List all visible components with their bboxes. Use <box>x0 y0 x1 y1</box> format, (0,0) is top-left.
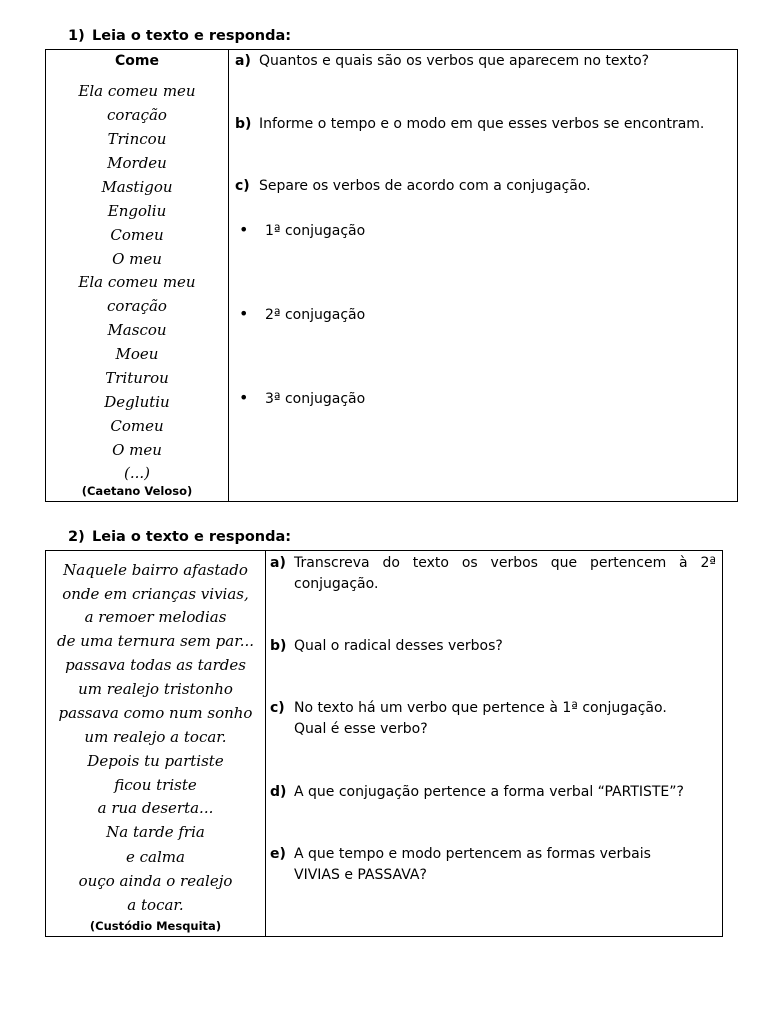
poem-line: Moeu <box>115 345 159 363</box>
question-letter: a) <box>270 555 286 571</box>
conjugation-label: 2ª conjugação <box>265 307 366 323</box>
question-text: A que tempo e modo pertencem as formas verbais VIVIAS e PASSAVA? <box>294 846 651 883</box>
exercise1-number: 1) <box>68 28 85 44</box>
question-letter: b) <box>270 638 287 654</box>
exercise2-question-d <box>270 782 716 804</box>
question-text: Informe o tempo e o modo em que esses verbos se encontram. <box>259 116 705 132</box>
poem-line: um realejo a tocar. <box>84 728 227 746</box>
poem-line: Triturou <box>105 369 169 387</box>
exercise1-table <box>45 49 738 502</box>
poem-line: Depois tu partiste <box>87 752 224 770</box>
poem-line: Comeu <box>110 417 164 435</box>
poem-line: coração <box>107 297 167 315</box>
exercise2-question-c <box>270 698 716 742</box>
poem-author: (Caetano Veloso) <box>81 484 193 498</box>
question-letter: c) <box>270 700 285 716</box>
poem-author: (Custódio Mesquita) <box>89 919 222 933</box>
poem-line: ficou triste <box>114 776 197 794</box>
bullet-icon: • <box>239 220 249 239</box>
exercise2-questions <box>266 551 722 936</box>
exercise2-question-a <box>270 553 716 597</box>
poem-line: Ela comeu meu <box>78 82 196 100</box>
poem-line: a tocar. <box>127 896 184 914</box>
question-text: Separe os verbos de acordo com a conjugação. <box>259 178 591 194</box>
poem-line: coração <box>107 106 167 124</box>
question-letter: a) <box>235 53 251 69</box>
poem-line: a rua deserta... <box>97 799 214 817</box>
question-letter: c) <box>235 178 250 194</box>
question-text: Transcreva do texto os verbos que pertencem à 2ª conjugação. <box>294 555 716 592</box>
exercise1-heading <box>68 28 291 44</box>
exercise1-question-b <box>235 116 704 132</box>
exercise2-table <box>45 550 723 937</box>
question-text: Qual o radical desses verbos? <box>294 638 503 654</box>
conjugation-label: 3ª conjugação <box>265 391 366 407</box>
poem-line: Na tarde fria <box>106 823 205 841</box>
poem-line: O meu <box>112 250 162 268</box>
question-letter: b) <box>235 116 252 132</box>
poem-line: Mordeu <box>107 154 167 172</box>
question-letter: d) <box>270 784 287 800</box>
poem-title: Come <box>115 53 159 69</box>
exercise1-question-a <box>235 53 649 69</box>
exercise1-heading-text: Leia o texto e responda: <box>92 28 292 44</box>
conjugation-item-3 <box>239 388 365 407</box>
poem-line: um realejo tristonho <box>78 680 233 698</box>
poem-line: Engoliu <box>107 202 167 220</box>
bullet-icon: • <box>239 304 249 323</box>
poem-line: Deglutiu <box>104 393 170 411</box>
question-letter: e) <box>270 846 286 862</box>
poem-line: onde em crianças vivias, <box>62 585 249 603</box>
poem-line: Comeu <box>110 226 164 244</box>
exercise2-poem <box>46 551 265 936</box>
exercise2-number: 2) <box>68 529 85 545</box>
poem-line: ouço ainda o realejo <box>78 872 233 890</box>
conjugation-item-1 <box>239 220 365 239</box>
exercise1-question-c <box>235 178 591 194</box>
conjugation-label: 1ª conjugação <box>265 223 366 239</box>
poem-line: e calma <box>126 848 185 866</box>
exercise1-poem <box>46 50 228 501</box>
poem-line: passava todas as tardes <box>65 656 246 674</box>
poem-line: Ela comeu meu <box>78 273 196 291</box>
exercise2-heading-text: Leia o texto e responda: <box>92 529 292 545</box>
poem-line: O meu <box>112 441 162 459</box>
poem-line: Trincou <box>107 130 167 148</box>
poem-line: (...) <box>123 464 150 482</box>
exercise2-heading <box>68 529 291 545</box>
exercise2-question-e <box>270 844 716 888</box>
exercise1-questions <box>229 50 737 501</box>
poem-line: Mascou <box>107 321 167 339</box>
conjugation-item-2 <box>239 304 365 323</box>
bullet-icon: • <box>239 388 249 407</box>
poem-line: Naquele bairro afastado <box>63 561 248 579</box>
exercise2-question-b <box>270 636 716 658</box>
question-text: Quantos e quais são os verbos que aparecem no texto? <box>259 53 650 69</box>
question-text: A que conjugação pertence a forma verbal “PARTISTE”? <box>294 784 684 800</box>
poem-line: a remoer melodias <box>84 608 227 626</box>
poem-line: de uma ternura sem par... <box>56 632 255 650</box>
question-text: No texto há um verbo que pertence à 1ª conjugação. Qual é esse verbo? <box>294 700 667 737</box>
poem-line: passava como num sonho <box>58 704 253 722</box>
poem-line: Mastigou <box>101 178 173 196</box>
